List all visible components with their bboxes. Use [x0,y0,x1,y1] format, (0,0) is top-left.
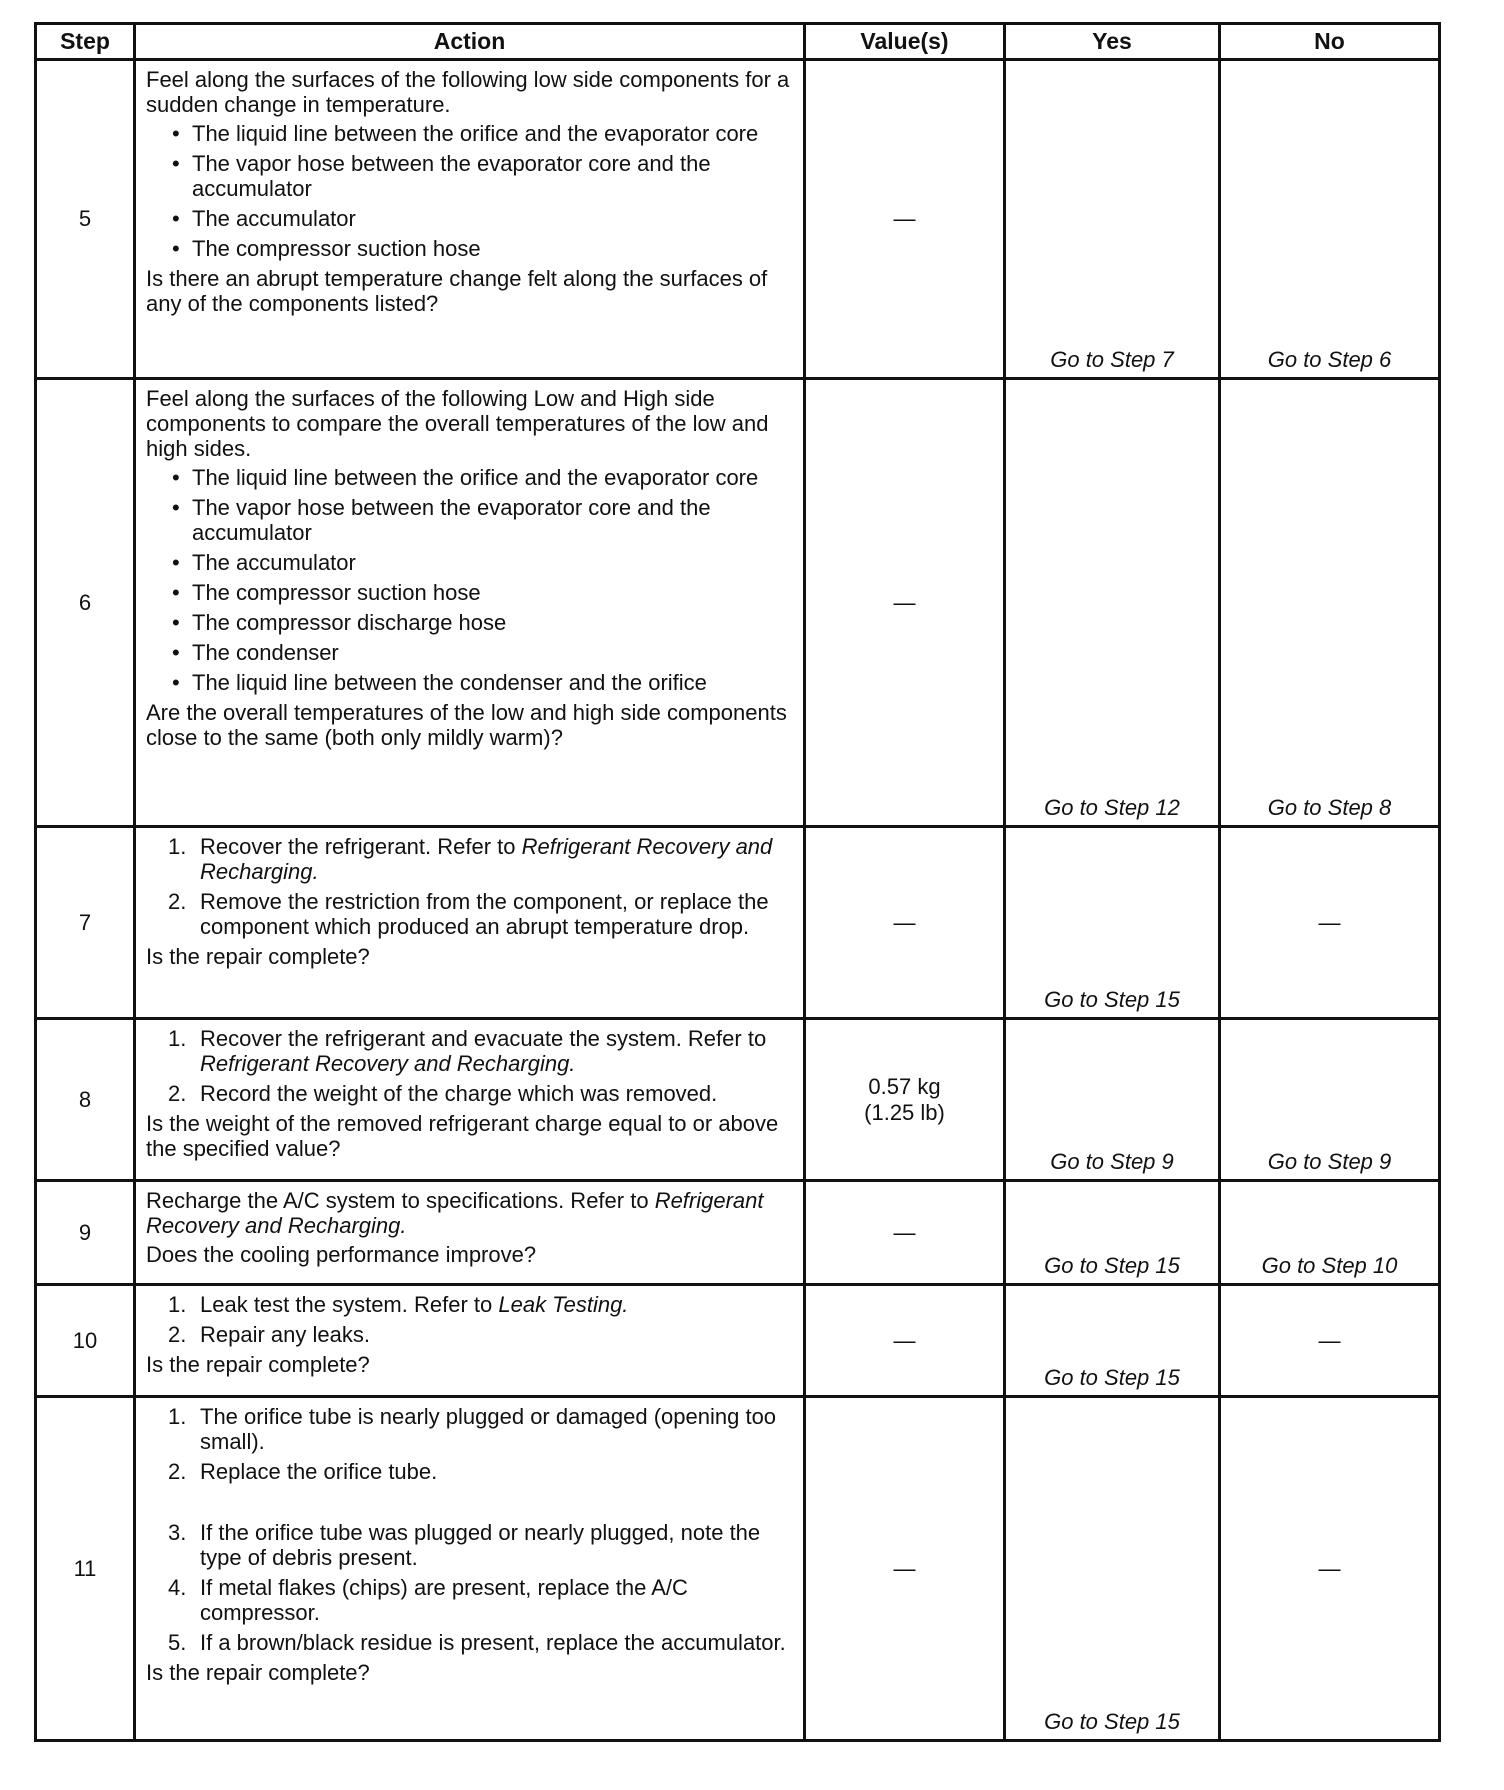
reference-link-text: Leak Testing. [498,1292,629,1317]
table-row-step-6 [36,379,1440,827]
bullet-list [146,121,791,261]
header-action: Action [135,24,805,60]
no-cell: Go to Step 8 [1220,379,1440,827]
bullet-icon: • [172,121,180,146]
step-number: 10 [36,1285,135,1397]
list-item-text: The compressor suction hose [192,236,481,261]
action-cell [135,1019,805,1181]
list-item: 2. Record the weight of the charge which was removed. [168,1081,718,1106]
no-cell: — [1220,1285,1440,1397]
list-item [146,550,791,575]
diagnostic-table [34,22,1441,1742]
action-question: Is there an abrupt temperature change felt along the surfaces of any of the components listed? [146,266,768,316]
list-item: 5. If a brown/black residue is present, replace the accumulator. [168,1630,786,1655]
bullet-list [146,465,791,695]
numbered-list [146,834,791,939]
bullet-icon: • [172,670,180,695]
list-item-text: Remove the restriction from the component, or replace the component which produced an abrupt temperature drop. [200,889,769,939]
action-intro: Feel along the surfaces of the following Low and High side components to compare the overall temperatures of the low and high sides. [146,386,769,461]
list-item [146,206,791,231]
list-item: 4. If metal flakes (chips) are present, replace the A/C compressor. [168,1575,688,1625]
value-cell: — [805,60,1005,379]
yes-cell: Go to Step 12 [1005,379,1220,827]
yes-cell: Go to Step 15 [1005,1181,1220,1285]
list-item-text: If metal flakes (chips) are present, replace the A/C compressor. [200,1575,688,1625]
value-cell: — [805,1181,1005,1285]
list-item: 1. Leak test the system. Refer to Leak Testing. [168,1292,629,1317]
yes-cell: Go to Step 15 [1005,1397,1220,1741]
value-metric: 0.57 kg [868,1073,941,1099]
list-spacer [146,1489,791,1515]
list-item [146,670,791,695]
action-question: Is the weight of the removed refrigerant charge equal to or above the specified value? [146,1111,779,1161]
bullet-icon: • [172,610,180,635]
reference-link-text: Refrigerant Recovery and Recharging. [200,1051,576,1076]
list-item-text: The accumulator [192,550,356,575]
reference-link-text: Refrigerant Recovery and Recharging. [146,1188,764,1238]
step-number: 5 [36,60,135,379]
step-number: 8 [36,1019,135,1181]
table-row-step-10 [36,1285,1440,1397]
action-question: Are the overall temperatures of the low and high side components close to the same (both only mildly warm)? [146,700,787,750]
list-item-text: Replace the orifice tube. [200,1459,438,1484]
header-yes: Yes [1005,24,1220,60]
list-item [146,610,791,635]
table-row-step-9 [36,1181,1440,1285]
action-question: Is the repair complete? [146,944,370,969]
value-cell [805,1019,1005,1181]
no-cell: Go to Step 9 [1220,1019,1440,1181]
bullet-icon: • [172,151,180,176]
list-item [146,151,791,201]
reference-link-text: Refrigerant Recovery and Recharging. [200,834,773,884]
yes-cell: Go to Step 15 [1005,1285,1220,1397]
list-item-text: The accumulator [192,206,356,231]
list-item [146,495,791,545]
list-item-text: The vapor hose between the evaporator core and the accumulator [192,151,711,201]
action-cell [135,379,805,827]
list-item-text: The orifice tube is nearly plugged or damaged (opening too small). [200,1404,777,1454]
action-question: Does the cooling performance improve? [146,1242,537,1267]
action-question: Is the repair complete? [146,1660,370,1685]
bullet-icon: • [172,206,180,231]
list-item-text: The compressor discharge hose [192,610,507,635]
yes-cell: Go to Step 9 [1005,1019,1220,1181]
action-cell [135,1285,805,1397]
list-item-text: If a brown/black residue is present, replace the accumulator. [200,1630,786,1655]
step-number: 11 [36,1397,135,1741]
numbered-list [146,1404,791,1655]
no-cell: — [1220,1397,1440,1741]
bullet-icon: • [172,465,180,490]
list-item-text: Recover the refrigerant and evacuate the system. Refer to [200,1026,767,1051]
list-item [146,465,791,490]
value-cell: — [805,1397,1005,1741]
value-cell: — [805,1285,1005,1397]
table-row-step-5 [36,60,1440,379]
value-imperial: (1.25 lb) [864,1099,945,1125]
yes-cell: Go to Step 15 [1005,827,1220,1019]
list-item: 2. Repair any leaks. [168,1322,370,1347]
diagnostic-table-wrapper [34,22,1438,1742]
list-item: 1. Recover the refrigerant. Refer to Refrigerant Recovery and Recharging. [168,834,773,884]
list-item-text: The compressor suction hose [192,580,481,605]
list-item [146,121,791,146]
step-number: 9 [36,1181,135,1285]
table-row-step-8 [36,1019,1440,1181]
header-no: No [1220,24,1440,60]
action-intro: Feel along the surfaces of the following low side components for a sudden change in temperature. [146,67,790,117]
no-cell: — [1220,827,1440,1019]
header-row [36,24,1440,60]
list-item: 1. The orifice tube is nearly plugged or damaged (opening too small). [168,1404,777,1454]
bullet-icon: • [172,640,180,665]
bullet-icon: • [172,550,180,575]
list-item [146,580,791,605]
list-item-text: The vapor hose between the evaporator core and the accumulator [192,495,711,545]
list-item [146,640,791,665]
table-row-step-7 [36,827,1440,1019]
header-step: Step [36,24,135,60]
no-cell: Go to Step 6 [1220,60,1440,379]
numbered-list [146,1026,791,1106]
action-cell [135,827,805,1019]
list-item-text: If the orifice tube was plugged or nearly plugged, note the type of debris present. [200,1520,761,1570]
no-cell: Go to Step 10 [1220,1181,1440,1285]
list-item: 1. Recover the refrigerant and evacuate the system. Refer to Refrigerant Recovery and Recharging. [168,1026,767,1076]
value-cell: — [805,379,1005,827]
list-item-text: The liquid line between the condenser and the orifice [192,670,707,695]
action-cell [135,60,805,379]
bullet-icon: • [172,236,180,261]
value-cell: — [805,827,1005,1019]
bullet-icon: • [172,580,180,605]
yes-cell: Go to Step 7 [1005,60,1220,379]
bullet-icon: • [172,495,180,520]
table-row-step-11 [36,1397,1440,1741]
list-item-text: The liquid line between the orifice and the evaporator core [192,465,759,490]
action-cell [135,1181,805,1285]
action-text: Recharge the A/C system to specifications. Refer to [146,1188,655,1213]
step-number: 6 [36,379,135,827]
list-item-text: Leak test the system. Refer to [200,1292,499,1317]
list-item [146,236,791,261]
list-item-text: The condenser [192,640,339,665]
numbered-list [146,1292,791,1347]
list-item-text: The liquid line between the orifice and the evaporator core [192,121,759,146]
list-item: 2. Remove the restriction from the component, or replace the component which produced an abrupt temperature drop. [168,889,769,939]
list-item-text: Recover the refrigerant. Refer to [200,834,522,859]
step-number: 7 [36,827,135,1019]
action-intro [146,1188,791,1238]
action-cell [135,1397,805,1741]
list-item: 2. Replace the orifice tube. [168,1459,438,1484]
list-item-text: Record the weight of the charge which was removed. [200,1081,718,1106]
action-question: Is the repair complete? [146,1352,370,1377]
list-item-text: Repair any leaks. [200,1322,370,1347]
header-values: Value(s) [805,24,1005,60]
list-item: 3. If the orifice tube was plugged or nearly plugged, note the type of debris present. [168,1520,761,1570]
